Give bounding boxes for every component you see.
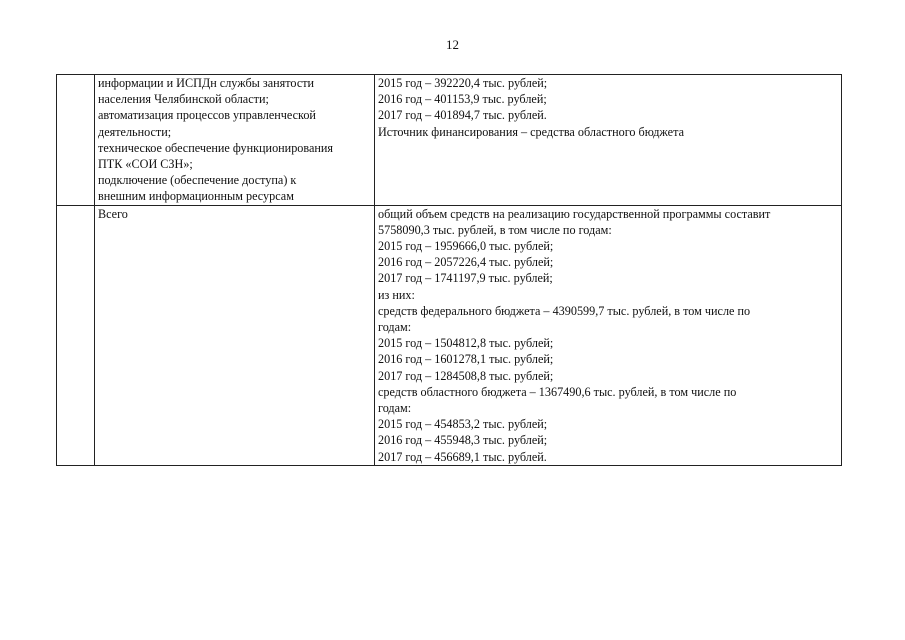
name-line: техническое обеспечение функционирования [98,140,334,155]
program-funding-table [56,74,842,466]
description-line: 2015 год – 454853,2 тыс. рублей; [378,417,548,432]
description-line: общий объем средств на реализацию государственной программы составит [378,206,771,221]
description-line: 2016 год – 2057226,4 тыс. рублей; [378,255,554,270]
table-row [57,75,842,206]
description-line: Источник финансирования – средства областного бюджета [378,124,684,139]
description-line: 2017 год – 1741197,9 тыс. рублей; [378,271,553,286]
name-line: деятельности; [98,124,172,139]
total-label: Всего [98,206,128,221]
row-name-cell [95,75,375,206]
name-line: информации и ИСПДн службы занятости [98,76,315,90]
page-number: 12 [446,37,459,52]
description-line: 2015 год – 1504812,8 тыс. рублей; [378,336,554,351]
description-line: 5758090,3 тыс. рублей, в том числе по годам: [378,222,612,237]
table-row [57,205,842,465]
name-line: внешним информационным ресурсам [98,189,294,204]
description-line: средств областного бюджета – 1367490,6 тыс. рублей, в том числе по [378,384,737,399]
description-line: 2017 год – 401894,7 тыс. рублей. [378,108,547,123]
name-line: ПТК «СОИ СЗН»; [98,157,193,172]
name-line: подключение (обеспечение доступа) к [98,173,297,188]
description-line: 2016 год – 1601278,1 тыс. рублей; [378,352,554,367]
row-description-cell [375,75,842,206]
description-line: из них: [378,287,415,302]
description-line: 2016 год – 401153,9 тыс. рублей; [378,92,547,107]
row-name-cell [95,205,375,465]
name-line: населения Челябинской области; [98,92,269,107]
description-line: средств федерального бюджета – 4390599,7 тыс. рублей, в том числе по [378,303,751,318]
description-line: годам: [378,320,412,335]
description-line: 2017 год – 1284508,8 тыс. рублей; [378,368,554,383]
description-line: 2017 год – 456689,1 тыс. рублей. [378,449,547,464]
description-line: годам: [378,401,412,416]
row-description-cell [375,205,842,465]
row-number-cell [57,205,95,465]
description-line: 2016 год – 455948,3 тыс. рублей; [378,433,548,448]
row-number-cell [57,75,95,206]
name-line: автоматизация процессов управленческой [98,108,316,123]
description-line: 2015 год – 392220,4 тыс. рублей; [378,76,548,90]
description-line: 2015 год – 1959666,0 тыс. рублей; [378,239,554,254]
